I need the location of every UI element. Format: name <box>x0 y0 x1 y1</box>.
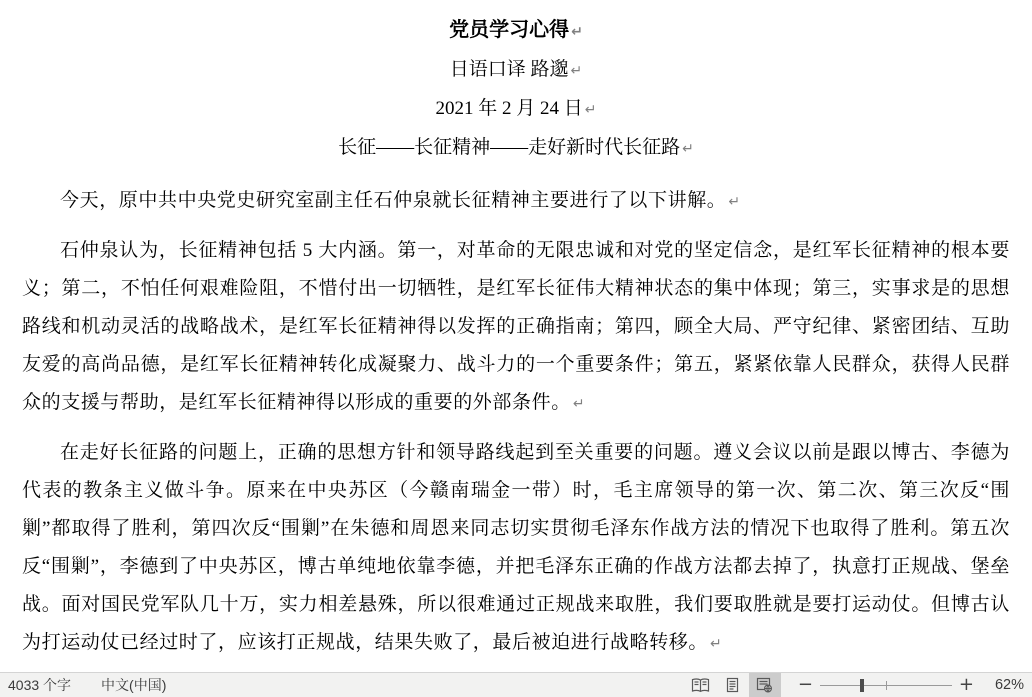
body-paragraph[interactable] <box>22 182 1010 221</box>
zoom-out-button[interactable]: − <box>797 674 813 695</box>
status-bar <box>0 672 1032 697</box>
paragraph-text: 今天，原中共中央党史研究室副主任石仲泉就长征精神主要进行了以下讲解。 <box>60 190 727 211</box>
body-paragraph[interactable] <box>22 434 1010 663</box>
print-layout-icon <box>725 677 740 693</box>
paragraph-mark-icon: ↵ <box>728 194 741 210</box>
paragraph-mark-icon: ↵ <box>572 396 585 412</box>
web-layout-icon <box>756 677 773 693</box>
zoom-level[interactable]: 62% <box>994 677 1024 693</box>
read-mode-button[interactable] <box>685 673 717 697</box>
date-text: 2021 年 2 月 24 日 <box>435 98 583 119</box>
author-line[interactable] <box>22 51 1010 90</box>
paragraph-mark-icon: ↵ <box>571 24 583 40</box>
status-bar-left <box>4 675 170 695</box>
zoom-slider[interactable] <box>820 673 952 697</box>
author-text: 日语口译 路邈 <box>449 59 569 80</box>
language-status[interactable]: 中文(中国) <box>101 677 167 693</box>
word-count-status[interactable]: 4033 个字 <box>8 677 72 693</box>
paragraph-mark-icon: ↵ <box>682 141 694 157</box>
subtitle-line[interactable] <box>22 129 1010 168</box>
zoom-slider-center-tick <box>886 681 887 690</box>
status-bar-right <box>685 673 1024 697</box>
zoom-in-button[interactable]: + <box>958 674 974 695</box>
body-paragraph[interactable] <box>22 232 1010 423</box>
web-layout-button[interactable] <box>749 673 781 697</box>
subtitle-text: 长征——长征精神——走好新时代长征路 <box>338 137 681 158</box>
paragraph-text: 在走好长征路的问题上，正确的思想方针和领导路线起到至关重要的问题。遵义会议以前是跟以博古、李德为代表的教条主义做斗争。原来在中央苏区（今赣南瑞金一带）时，毛主席领导的第一次、第二次、第三次反“围剿”都取得了胜利，第四次反“围剿”在朱德和周恩来同志切实贯彻毛泽东作战方法的情况下也取得了胜利。第五次反“围剿”，李德到了中央苏区，博古单纯地依靠李德，并把毛泽东正确的作战方法都去掉了，执意打正规战、堡垒战。面对国民党军队几十万，实力相差悬殊，所以很难通过正规战来取胜，我们要取胜就是要打运动仗。但博古认为打运动仗已经过时了，应该打正规战，结果失败了，最后被迫进行战略转移。 <box>22 442 1010 653</box>
paragraph-mark-icon: ↵ <box>710 636 722 652</box>
title-text: 党员学习心得 <box>449 19 570 41</box>
zoom-slider-thumb[interactable] <box>860 679 864 692</box>
read-mode-icon <box>691 678 710 693</box>
date-line[interactable] <box>22 90 1010 129</box>
print-layout-button[interactable] <box>717 673 749 697</box>
paragraph-text: 石仲泉认为，长征精神包括 5 大内涵。第一，对革命的无限忠诚和对党的坚定信念，是红军长征精神的根本要义；第二，不怕任何艰难险阻，不惜付出一切牺牲，是红军长征伟大精神状态的集中体现；第三，实事求是的思想路线和机动灵活的战略战术，是红军长征精神得以发挥的正确指南；第四，顾全大局、严守纪律、紧密团结、互助友爱的高尚品德，是红军长征精神转化成凝聚力、战斗力的一个重要条件；第五，紧紧依靠人民群众，获得人民群众的支援与帮助，是红军长征精神得以形成的重要的外部条件。 <box>22 240 1010 413</box>
document-title[interactable] <box>22 11 1010 51</box>
paragraph-mark-icon: ↵ <box>570 63 583 79</box>
paragraph-mark-icon: ↵ <box>584 102 597 118</box>
